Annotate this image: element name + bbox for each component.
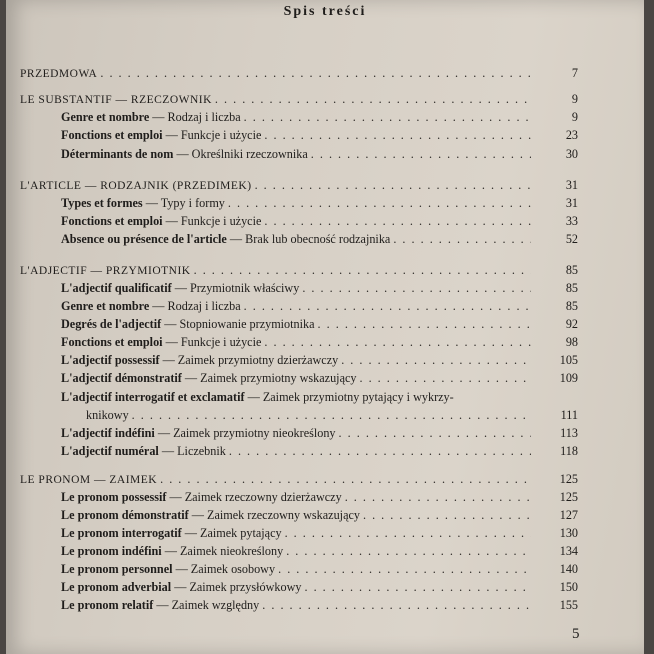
entry-title-polish: — Zaimek rzeczowny wskazujący	[188, 508, 360, 522]
page-number: 127	[559, 508, 578, 522]
entry-title-french: L'adjectif possessif	[61, 353, 160, 367]
entry-title-polish: — Zaimek nieokreślony	[161, 544, 284, 558]
toc-section-entry	[20, 64, 534, 82]
entry-title-polish: — Zaimek przymiotny nieokreślony	[154, 426, 336, 440]
toc-subentry	[61, 145, 534, 163]
entry-title-french: PRZEDMOWA	[20, 68, 98, 80]
toc-subentry	[86, 406, 534, 424]
page-number: 9	[571, 110, 578, 124]
dot-leader	[244, 108, 531, 126]
dot-leader	[393, 230, 531, 248]
entry-title-french: L'adjectif démonstratif	[61, 371, 182, 385]
entry-title-french: Degrés de l'adjectif	[61, 317, 162, 331]
page-number: 111	[560, 408, 578, 422]
dot-leader	[229, 442, 531, 460]
dot-leader	[244, 297, 531, 315]
page-number: 134	[559, 544, 578, 558]
dot-leader	[215, 90, 531, 108]
entry-title-polish: knikowy	[86, 408, 129, 422]
entry-title-polish: — Zaimek rzeczowny dzierżawczy	[166, 490, 342, 504]
entry-title-french: Le pronom démonstratif	[61, 508, 189, 522]
page-number: 130	[559, 526, 578, 540]
dot-leader	[228, 194, 531, 212]
entry-title-french: Fonctions et emploi	[61, 128, 163, 142]
entry-title-french: LE SUBSTANTIF — RZECZOWNIK	[20, 94, 212, 106]
entry-title-french: Absence ou présence de l'article	[61, 232, 227, 246]
dot-leader	[359, 369, 531, 387]
dot-leader	[304, 578, 531, 596]
dot-leader	[318, 315, 531, 333]
dot-leader	[345, 488, 531, 506]
toc-subentry	[61, 578, 534, 596]
entry-title-polish: — Określniki rzeczownika	[173, 147, 308, 161]
toc-subentry	[61, 442, 534, 460]
entry-title-french: Genre et nombre	[61, 299, 150, 313]
page-title: Spis treści	[283, 4, 367, 19]
page-number: 23	[565, 128, 578, 142]
entry-title-french: Le pronom relatif	[61, 598, 154, 612]
dot-leader	[255, 176, 531, 194]
page-number: 85	[565, 281, 578, 295]
entry-title-french: L'adjectif numéral	[61, 444, 159, 458]
toc-subentry	[61, 279, 534, 297]
toc-subentry	[61, 524, 534, 542]
entry-title-polish: — Zaimek przymiotny dzierżawczy	[159, 353, 339, 367]
toc-subentry	[61, 351, 534, 369]
entry-title-french: Le pronom personnel	[61, 562, 173, 576]
entry-title-french: L'adjectif qualificatif	[61, 281, 172, 295]
entry-title-polish: — Zaimek pytający	[181, 526, 282, 540]
entry-title-french: Types et formes	[61, 196, 143, 210]
dot-leader	[278, 560, 531, 578]
toc-section-entry	[20, 470, 534, 488]
entry-title-french: Le pronom adverbial	[61, 580, 172, 594]
dot-leader	[194, 261, 531, 279]
dot-leader	[264, 126, 531, 144]
page-number: 98	[565, 335, 578, 349]
entry-title-french: Le pronom interrogatif	[61, 526, 182, 540]
dot-leader	[339, 424, 531, 442]
page-number: 140	[559, 562, 578, 576]
toc-subentry	[61, 108, 534, 126]
page-number: 109	[559, 371, 578, 385]
entry-title-polish: — Funkcje i użycie	[162, 335, 262, 349]
entry-title-french: Déterminants de nom	[61, 147, 174, 161]
toc-section-entry	[20, 261, 534, 279]
page-number: 33	[565, 214, 578, 228]
page-number: 52	[565, 232, 578, 246]
toc-subentry	[61, 596, 534, 614]
entry-title-french: Le pronom possessif	[61, 490, 167, 504]
entry-title-polish: — Brak lub obecność rodzajnika	[226, 232, 391, 246]
page-number: 118	[560, 444, 578, 458]
entry-title-polish: — Rodzaj i liczba	[149, 110, 241, 124]
page-number: 31	[565, 196, 578, 210]
page-folio: 5	[572, 626, 580, 642]
toc-subentry	[61, 424, 534, 442]
toc-section-entry	[20, 90, 534, 108]
page-number: 9	[571, 92, 578, 106]
entry-title-polish: — Zaimek osobowy	[172, 562, 276, 576]
toc-section-entry	[20, 176, 534, 194]
entry-title-polish: — Rodzaj i liczba	[149, 299, 241, 313]
page-number: 31	[565, 178, 578, 192]
entry-title-polish: — Zaimek przymiotny wskazujący	[181, 371, 357, 385]
page-number: 155	[559, 598, 578, 612]
entry-title-french: L'adjectif interrogatif et exclamatif	[61, 390, 245, 404]
toc-subentry	[61, 230, 534, 248]
toc-subentry	[61, 506, 534, 524]
entry-title-french: Fonctions et emploi	[61, 214, 163, 228]
toc-subentry	[61, 488, 534, 506]
entry-title-polish: — Liczebnik	[158, 444, 226, 458]
entry-title-polish: — Zaimek względny	[153, 598, 260, 612]
toc-subentry	[61, 194, 534, 212]
toc-subentry	[61, 388, 534, 406]
toc-subentry	[61, 542, 534, 560]
page-number: 113	[560, 426, 578, 440]
entry-title-polish: — Zaimek przymiotny pytający i wykrzy-	[244, 390, 454, 404]
dot-leader	[132, 406, 531, 424]
dot-leader	[286, 542, 531, 560]
toc-subentry	[61, 369, 534, 387]
book-page	[6, 0, 644, 654]
toc-subentry	[61, 212, 534, 230]
dot-leader	[264, 212, 531, 230]
entry-title-french: Fonctions et emploi	[61, 335, 163, 349]
entry-title-french: L'ARTICLE — RODZAJNIK (PRZEDIMEK)	[20, 180, 252, 192]
entry-title-polish: — Typy i formy	[142, 196, 225, 210]
toc-subentry	[61, 297, 534, 315]
toc-subentry	[61, 126, 534, 144]
page-number: 150	[559, 580, 578, 594]
dot-leader	[264, 333, 531, 351]
dot-leader	[160, 470, 531, 488]
entry-title-french: Le pronom indéfini	[61, 544, 162, 558]
page-number: 7	[571, 66, 578, 80]
entry-title-french: LE PRONOM — ZAIMEK	[20, 474, 158, 486]
page-number: 30	[565, 147, 578, 161]
dot-leader	[100, 64, 531, 82]
dot-leader	[302, 279, 531, 297]
entry-title-polish: — Zaimek przysłówkowy	[171, 580, 302, 594]
toc-subentry	[61, 333, 534, 351]
entry-title-polish: — Stopniowanie przymiotnika	[161, 317, 315, 331]
dot-leader	[341, 351, 531, 369]
page-number: 125	[559, 490, 578, 504]
entry-title-polish: — Funkcje i użycie	[162, 214, 262, 228]
entry-title-polish: — Funkcje i użycie	[162, 128, 262, 142]
dot-leader	[363, 506, 531, 524]
dot-leader	[262, 596, 531, 614]
page-number: 92	[565, 317, 578, 331]
page-number: 125	[559, 472, 578, 486]
toc-subentry	[61, 560, 534, 578]
entry-title-polish: — Przymiotnik właściwy	[171, 281, 300, 295]
dot-leader	[311, 145, 531, 163]
entry-title-french: L'adjectif indéfini	[61, 426, 155, 440]
page-number: 85	[565, 299, 578, 313]
dot-leader	[285, 524, 531, 542]
page-number: 105	[559, 353, 578, 367]
toc-subentry	[61, 315, 534, 333]
page-number: 85	[565, 263, 578, 277]
entry-title-french: L'ADJECTIF — PRZYMIOTNIK	[20, 265, 191, 277]
entry-title-french: Genre et nombre	[61, 110, 150, 124]
